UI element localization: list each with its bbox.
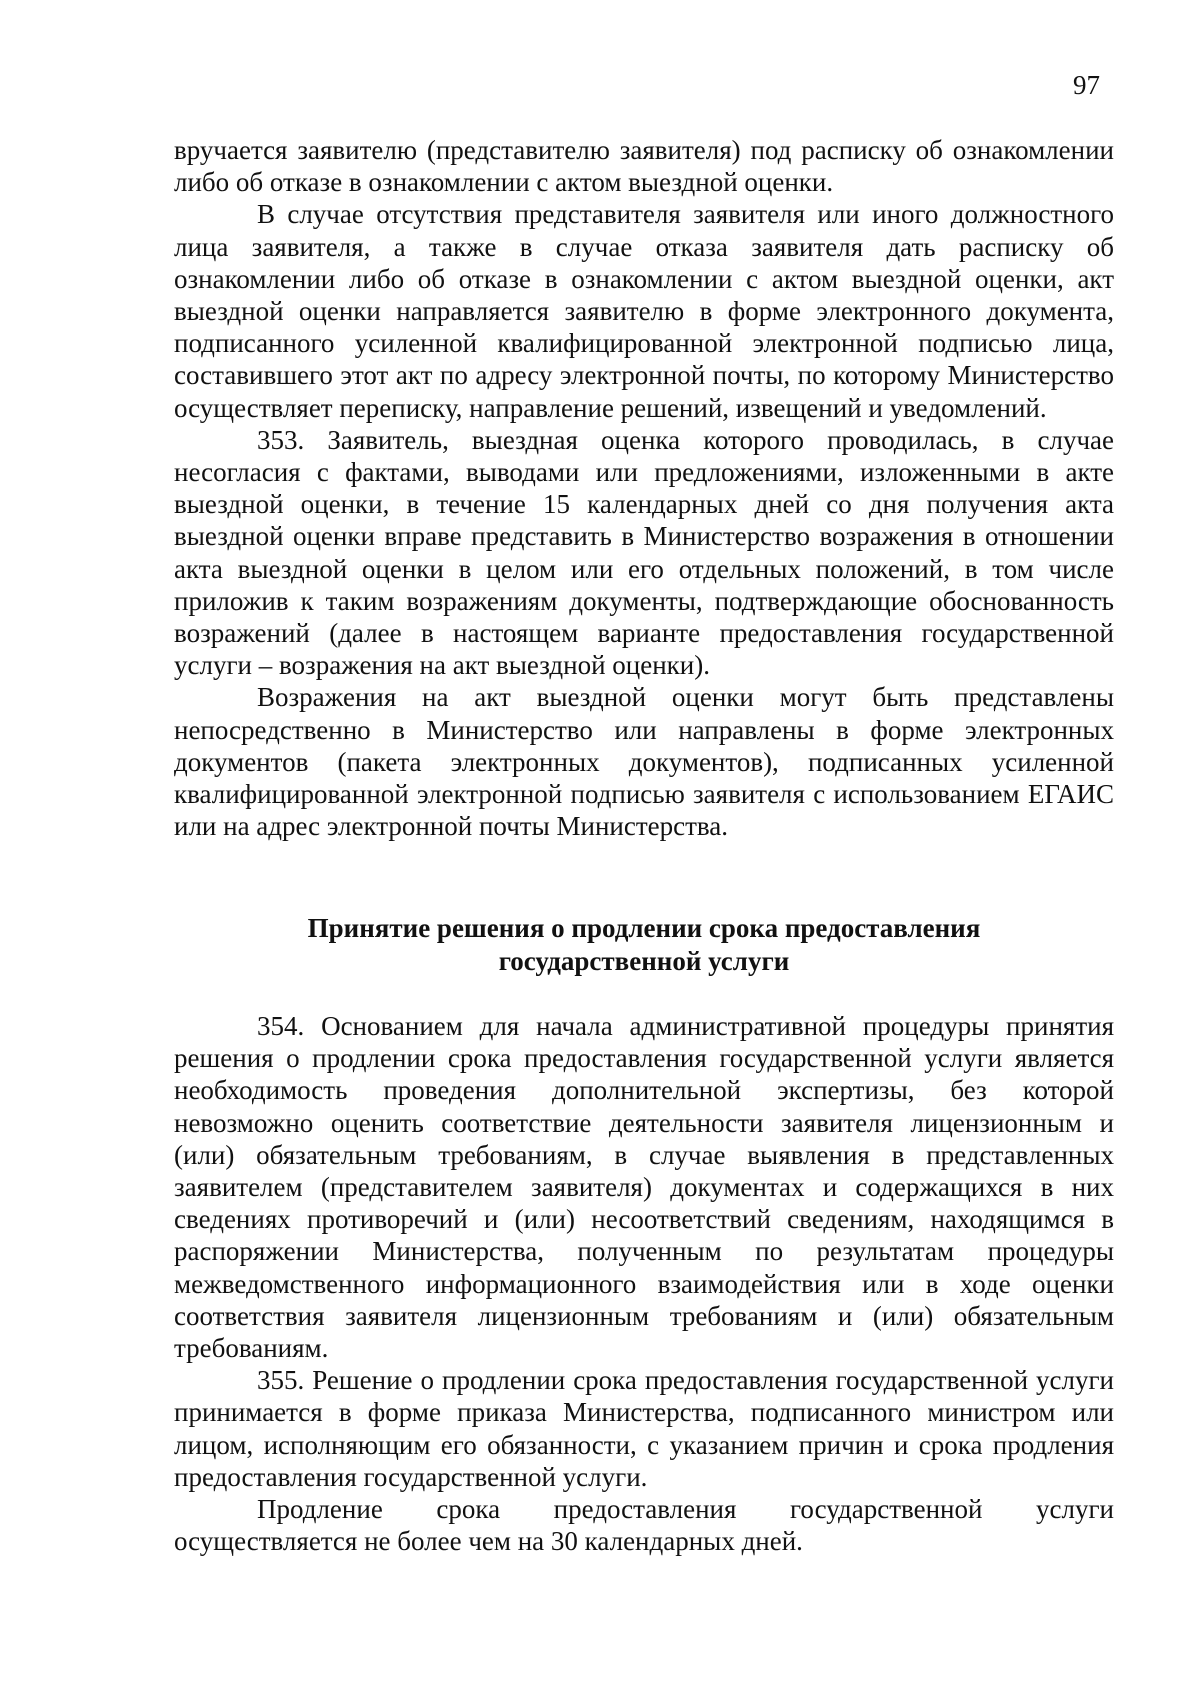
paragraph-objections-submission: Возражения на акт выездной оценки могут быть представлены непосредственно в Министерство или направлены в форме электронных документов (пакета электронных документов), подписанных усиленной квалифицированной электронной подписью заявителя с использованием ЕГАИС или на адрес электронной почты Министерства. xyxy=(174,682,1114,842)
section-heading-line-1: Принятие решения о продлении срока предоставления xyxy=(307,913,981,943)
bottom-text-block xyxy=(174,1010,1114,1557)
page-number: 97 xyxy=(1073,70,1100,100)
paragraph-353: 353. Заявитель, выездная оценка которого проводилась, в случае несогласия с фактами, выводами или предложениями, изложенными в акте выездной оценки, в течение 15 календарных дней со дня получения акта выездной оценки вправе представить в Министерство возражения в отношении акта выездной оценки в целом или его отдельных положений, в том числе приложив к таким возражениям документы, подтверждающие обоснованность возражений (далее в настоящем варианте предоставления государственной услуги – возражения на акт выездной оценки). xyxy=(174,424,1114,681)
section-heading-line-2: государственной услуги xyxy=(498,946,790,976)
paragraph-354: 354. Основанием для начала административной процедуры принятия решения о продлении срока предоставления государственной услуги является необходимость проведения дополнительной экспертизы, без которой невозможно оценить соответствие деятельности заявителя лицензионным и (или) обязательным требованиям, в случае выявления в представленных заявителем (представителем заявителя) документах и содержащихся в них сведениях противоречий и (или) несоответствий сведениям, находящимся в распоряжении Министерства, полученным по результатам процедуры межведомственного информационного взаимодействия или в ходе оценки соответствия заявителя лицензионным требованиям и (или) обязательным требованиям. xyxy=(174,1011,1114,1364)
top-text-block xyxy=(174,134,1114,842)
paragraph-355: 355. Решение о продлении срока предоставления государственной услуги принимается в форме приказа Министерства, подписанного министром или лицом, исполняющим его обязанности, с указанием причин и срока продления предоставления государственной услуги. xyxy=(174,1365,1114,1492)
paragraph-absence-of-representative: В случае отсутствия представителя заявителя или иного должностного лица заявителя, а также в случае отказа заявителя дать расписку об ознакомлении либо об отказе в ознакомлении с актом выездной оценки, акт выездной оценки направляется заявителю в форме электронного документа, подписанного усиленной квалифицированной электронной подписью лица, составившего этот акт по адресу электронной почты, по которому Министерство осуществляет переписку, направление решений, извещений и уведомлений. xyxy=(174,199,1114,423)
paragraph-extension-limit: Продление срока предоставления государственной услуги осуществляется не более чем на 30 календарных дней. xyxy=(174,1494,1114,1557)
paragraph-continuation: вручается заявителю (представителю заявителя) под расписку об ознакомлении либо об отказе в ознакомлении с актом выездной оценки. xyxy=(174,135,1114,198)
section-heading xyxy=(174,912,1114,978)
